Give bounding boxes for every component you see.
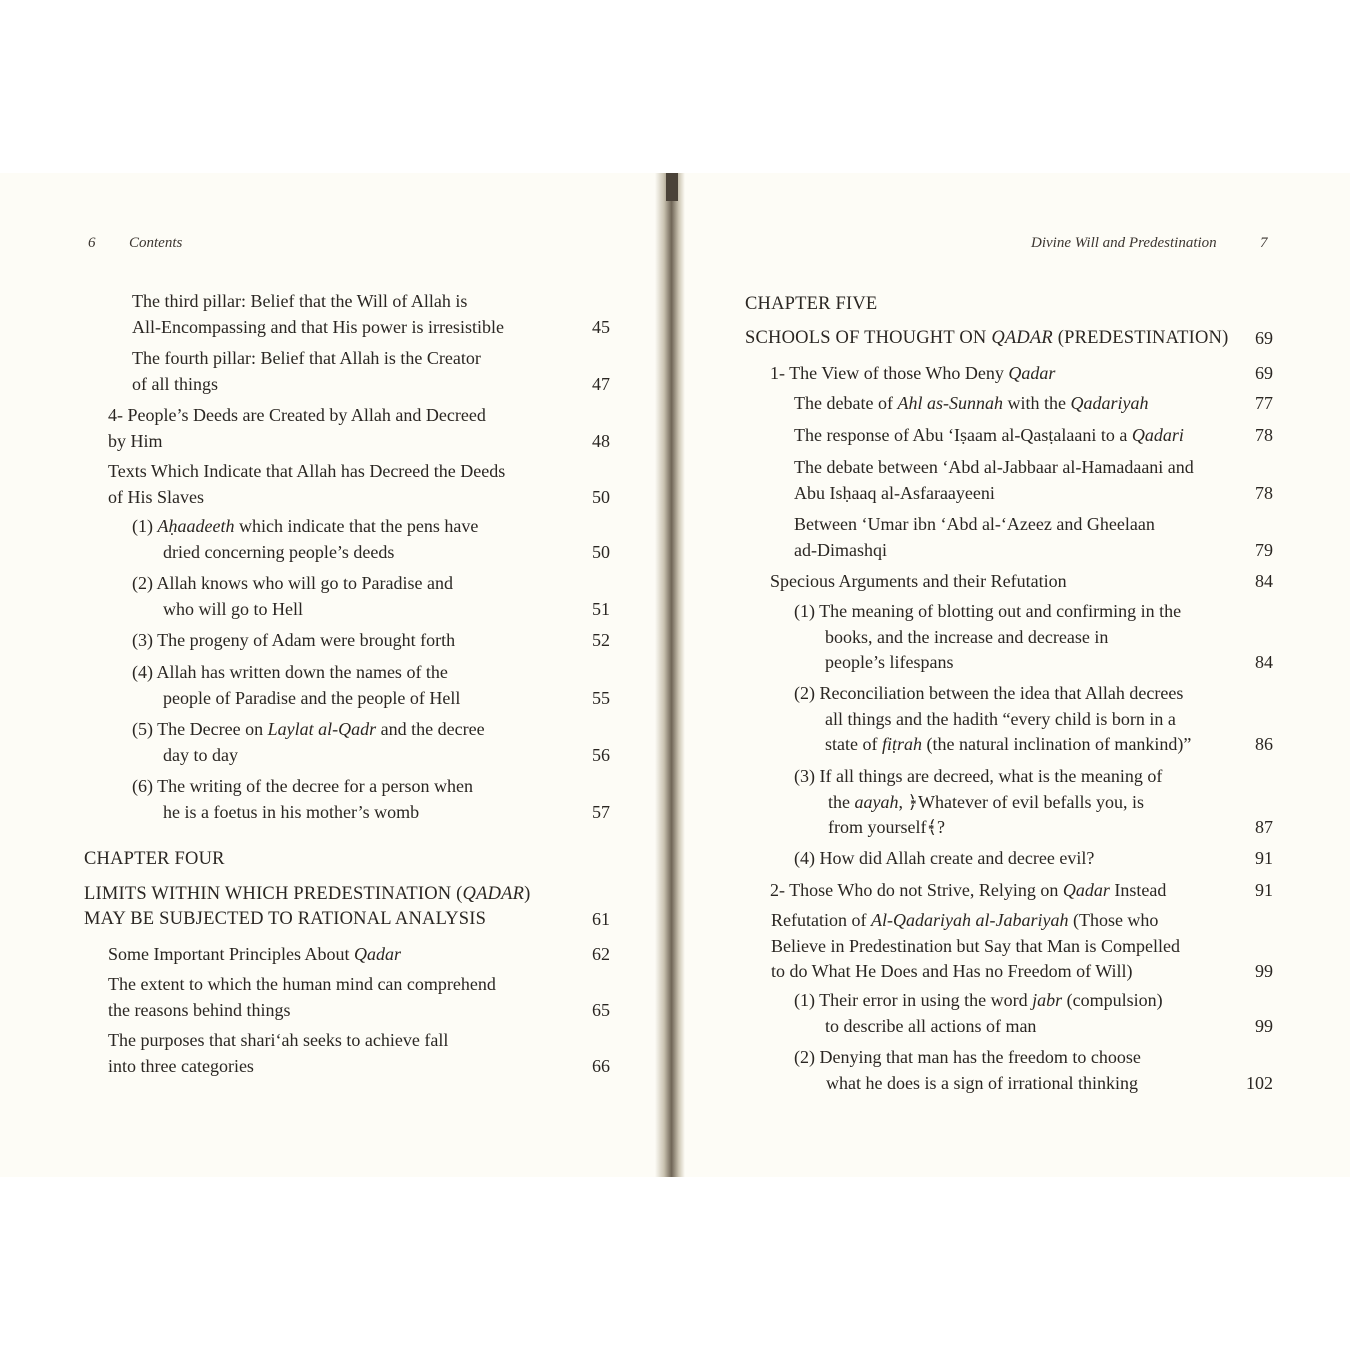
toc-entry	[132, 717, 485, 768]
toc-entry-line: Between ‘Umar ibn ‘Abd al-‘Azeez and Gheelaan	[794, 514, 1155, 534]
right-running-head: Divine Will and Predestination	[1031, 235, 1217, 251]
toc-entry	[794, 681, 1191, 758]
toc-page-number: 86	[1255, 734, 1273, 754]
toc-entry-line: by Him	[108, 430, 163, 451]
toc-entry-line: he is a foetus in his mother’s womb	[163, 801, 420, 822]
toc-page-number: 77	[1255, 393, 1273, 413]
chapter-four-label: CHAPTER FOUR	[84, 849, 225, 869]
toc-entry-line: (3) The progeny of Adam were brought forth	[132, 630, 456, 650]
toc-entry-line: Specious Arguments and their Refutation	[770, 571, 1067, 591]
toc-entry-line: The fourth pillar: Belief that Allah is the Creator	[132, 348, 481, 368]
toc-entry-line: The third pillar: Belief that the Will of Allah is	[132, 291, 468, 311]
toc-entry	[794, 391, 1148, 417]
toc-entry-line: people of Paradise and the people of Hell	[163, 687, 461, 708]
toc-entry-line: to describe all actions of man	[825, 1015, 1037, 1036]
book-gutter-shadow	[666, 173, 678, 201]
toc-page-number: 84	[1255, 571, 1273, 591]
toc-entry-line: (2) Allah knows who will go to Paradise and	[132, 573, 453, 593]
toc-entry	[794, 423, 1184, 449]
toc-page-number: 99	[1255, 961, 1273, 981]
toc-entry	[770, 361, 1055, 387]
toc-entry-line: ad-Dimashqi	[794, 539, 887, 560]
toc-entry	[794, 846, 1094, 872]
toc-entry-line: Texts Which Indicate that Allah has Decreed the Deeds	[108, 461, 506, 481]
toc-entry-line: into three categories	[108, 1055, 254, 1076]
toc-page-number: 78	[1255, 482, 1273, 503]
toc-entry-line: day to day	[163, 744, 238, 765]
toc-entry-line: 2- Those Who do not Strive, Relying on Qadar Instead	[770, 880, 1167, 900]
toc-entry	[132, 289, 504, 340]
toc-page-number: 84	[1255, 652, 1273, 672]
toc-entry-line: who will go to Hell	[163, 598, 303, 619]
toc-page-number: 52	[592, 630, 610, 650]
toc-entry	[770, 569, 1067, 595]
toc-page-number: 91	[1255, 880, 1273, 900]
toc-entry-line: (1) Aḥaadeeth which indicate that the pens have	[132, 516, 479, 536]
toc-entry-line: Abu Isḥaaq al-Asfaraayeeni	[794, 482, 995, 503]
toc-entry	[132, 774, 473, 825]
toc-page-number: 87	[1255, 817, 1273, 837]
toc-page-number: 91	[1255, 848, 1273, 868]
toc-page-number: 69	[1255, 363, 1273, 383]
toc-entry	[794, 764, 1162, 841]
toc-page-number: 47	[592, 373, 610, 394]
toc-entry-line: people’s lifespans	[825, 652, 954, 672]
chapter-four-page: 61	[592, 909, 610, 929]
toc-entry-line: (2) Denying that man has the freedom to choose	[794, 1047, 1141, 1067]
toc-entry-line: from yourself﴾?	[828, 817, 946, 837]
toc-entry-line: the reasons behind things	[108, 999, 291, 1020]
toc-entry	[794, 455, 1194, 506]
toc-entry-line: The extent to which the human mind can comprehend	[108, 974, 496, 994]
toc-entry-line: (1) Their error in using the word jabr (compulsion)	[794, 990, 1163, 1010]
toc-entry	[108, 972, 496, 1023]
toc-entry	[108, 403, 486, 454]
left-page-number: 6	[88, 235, 96, 251]
toc-entry-line: The purposes that shari‘ah seeks to achieve fall	[108, 1030, 449, 1050]
toc-entry-line: The response of Abu ‘Iṣaam al-Qasṭalaani to a Qadari	[794, 425, 1184, 445]
toc-page-number: 56	[592, 744, 610, 765]
toc-page-number: 57	[592, 801, 610, 822]
toc-entry-line: All-Encompassing and that His power is irresistible	[132, 316, 504, 337]
toc-page-number: 62	[592, 944, 610, 964]
chapter-five-page: 69	[1255, 328, 1273, 348]
toc-entry	[771, 908, 1180, 985]
toc-entry-line: of His Slaves	[108, 486, 204, 507]
toc-page-number: 78	[1255, 425, 1273, 445]
toc-entry	[794, 599, 1181, 676]
toc-page-number: 45	[592, 316, 610, 337]
toc-entry-line: Some Important Principles About Qadar	[108, 944, 401, 964]
chapter-four-title	[84, 882, 531, 932]
toc-entry-line: dried concerning people’s deeds	[163, 541, 395, 562]
chapter-four-title-line: MAY BE SUBJECTED TO RATIONAL ANALYSIS	[84, 909, 487, 929]
toc-entry-line: the aayah, ﴿Whatever of evil befalls you, is	[828, 791, 1144, 812]
toc-entry-line: all things and the hadith “every child is born in a	[825, 708, 1176, 729]
toc-entry	[132, 628, 455, 654]
toc-entry-line: what he does is a sign of irrational thinking	[826, 1072, 1138, 1093]
toc-entry-line: (4) How did Allah create and decree evil?	[794, 848, 1095, 868]
toc-entry	[770, 878, 1166, 904]
left-running-head: Contents	[129, 235, 183, 251]
toc-entry-line: Believe in Predestination but Say that Man is Compelled	[771, 935, 1180, 956]
toc-entry-line: (5) The Decree on Laylat al-Qadr and the decree	[132, 719, 485, 739]
toc-entry	[132, 571, 453, 622]
toc-entry	[108, 459, 505, 510]
toc-entry	[132, 660, 460, 711]
toc-entry-line: The debate between ‘Abd al-Jabbaar al-Hamadaani and	[794, 457, 1194, 477]
toc-entry-line: to do What He Does and Has no Freedom of Will)	[771, 961, 1133, 981]
toc-entry-line: books, and the increase and decrease in	[825, 626, 1109, 647]
toc-page-number: 66	[592, 1055, 610, 1076]
chapter-five-title: SCHOOLS OF THOUGHT ON QADAR (PREDESTINATION)	[745, 328, 1229, 348]
toc-page-number: 79	[1255, 539, 1273, 560]
toc-entry	[108, 1028, 448, 1079]
toc-page-number: 55	[592, 687, 610, 708]
toc-entry-line: The debate of Ahl as-Sunnah with the Qadariyah	[794, 393, 1149, 413]
toc-entry-line: 1- The View of those Who Deny Qadar	[770, 363, 1056, 383]
toc-page-number: 50	[592, 486, 610, 507]
toc-page-number: 51	[592, 598, 610, 619]
toc-page-number: 99	[1255, 1015, 1273, 1036]
toc-entry-line: (6) The writing of the decree for a person when	[132, 776, 474, 796]
toc-entry	[794, 512, 1155, 563]
toc-entry-line: (3) If all things are decreed, what is the meaning of	[794, 766, 1163, 786]
toc-entry	[132, 346, 481, 397]
toc-entry-line: (2) Reconciliation between the idea that Allah decrees	[794, 683, 1184, 703]
toc-page-number: 48	[592, 430, 610, 451]
toc-entry-line: Refutation of Al-Qadariyah al-Jabariyah (Those who	[771, 910, 1159, 930]
toc-entry-line: of all things	[132, 373, 218, 394]
chapter-four-title-line: LIMITS WITHIN WHICH PREDESTINATION (QADAR)	[84, 884, 531, 904]
toc-page-number: 50	[592, 541, 610, 562]
toc-entry-line: 4- People’s Deeds are Created by Allah and Decreed	[108, 405, 486, 425]
toc-entry-line: state of fiṭrah (the natural inclination of mankind)”	[825, 734, 1192, 754]
toc-entry	[132, 514, 478, 565]
toc-entry-line: (4) Allah has written down the names of the	[132, 662, 448, 682]
book-gutter	[655, 173, 685, 1177]
toc-entry	[108, 942, 401, 968]
right-page-number: 7	[1260, 235, 1268, 251]
toc-page-number: 102	[1246, 1072, 1273, 1093]
chapter-five-label: CHAPTER FIVE	[745, 294, 878, 314]
toc-page-number: 65	[592, 999, 610, 1020]
toc-entry	[794, 988, 1163, 1039]
toc-entry-line: (1) The meaning of blotting out and confirming in the	[794, 601, 1182, 621]
toc-entry	[794, 1045, 1141, 1096]
